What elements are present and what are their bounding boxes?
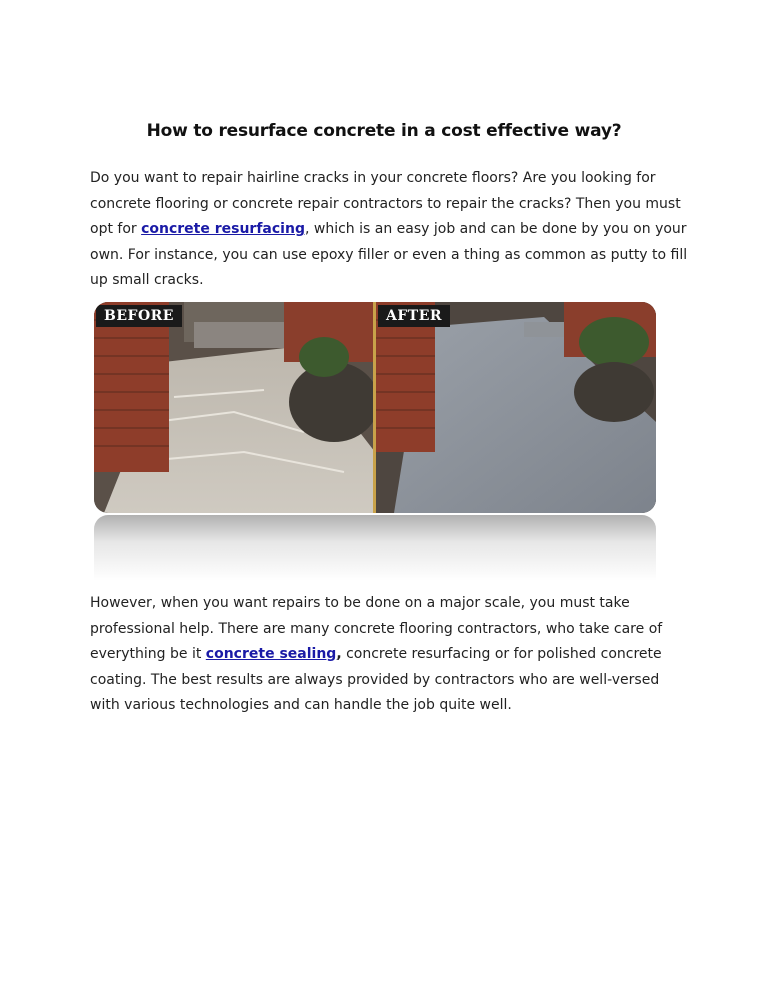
link-comma: , xyxy=(336,646,342,662)
paragraph-professional-text-end: concrete resurfacing or for polished concrete coating. The best results are always provided by contractors who are well-versed with various technologies and can handle the job quite well. xyxy=(90,646,662,713)
before-after-photo xyxy=(94,302,656,513)
paragraph-professional-help xyxy=(90,591,690,719)
paragraph-professional-text-start: However, when you want repairs to be done on a major scale, you must take professional help. There are many concrete flooring contractors, who take care of everything be it xyxy=(90,595,663,662)
page-title: How to resurface concrete in a cost effective way? xyxy=(146,121,622,141)
concrete-sealing-link[interactable]: concrete sealing xyxy=(205,646,337,662)
concrete-resurfacing-link[interactable]: concrete resurfacing xyxy=(141,221,305,237)
after-label: AFTER xyxy=(378,305,450,327)
before-after-illustration xyxy=(94,302,656,513)
paragraph-intro-text-start: Do you want to repair hairline cracks in your concrete floors? Are you looking for concrete flooring or concrete repair contractors to repair the cracks? Then you must opt for xyxy=(90,170,681,237)
photo-reflection xyxy=(94,515,656,581)
paragraph-intro-text-end: , which is an easy job and can be done by you on your own. For instance, you can use epoxy filler or even a thing as common as putty to fill up small cracks. xyxy=(90,221,688,288)
before-label: BEFORE xyxy=(96,305,182,327)
paragraph-intro xyxy=(90,166,690,294)
